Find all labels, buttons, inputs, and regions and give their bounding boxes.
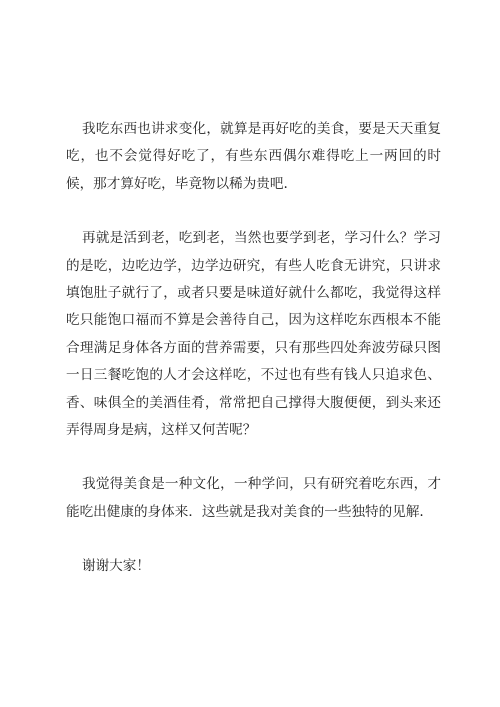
paragraph-thanks: 谢谢大家！ xyxy=(82,558,150,575)
paragraph-food-culture: 我觉得美食是一种文化，一种学问，只有研究着吃东西，才能吃出健康的身体来．这些就是我对美食的一些独特的见解. xyxy=(66,476,441,520)
document-body xyxy=(66,116,441,581)
paragraph-food-variety: 我吃东西也讲求变化，就算是再好吃的美食，要是天天重复吃，也不会觉得好吃了，有些东西偶尔难得吃上一两回的时候，那才算好吃，毕竟物以稀为贵吧. xyxy=(66,121,441,192)
paragraph-lifelong-learning: 再就是活到老，吃到老，当然也要学到老，学习什么？学习的是吃，边吃边学，边学边研究，有些人吃食无讲究，只讲求填饱肚子就行了，或者只要是味道好就什么都吃，我觉得这样吃只能饱口福而不算是会善待自己，因为这样吃东西根本不能合理满足身体各方面的营养需要，只有那些四处奔波劳碌只图一日三餐吃饱的人才会这样吃，不过也有些有钱人只追求色、香、味俱全的美酒佳肴，常常把自己撑得大腹便便，到头来还弄得周身是病，这样又何苦呢？ xyxy=(66,230,441,439)
